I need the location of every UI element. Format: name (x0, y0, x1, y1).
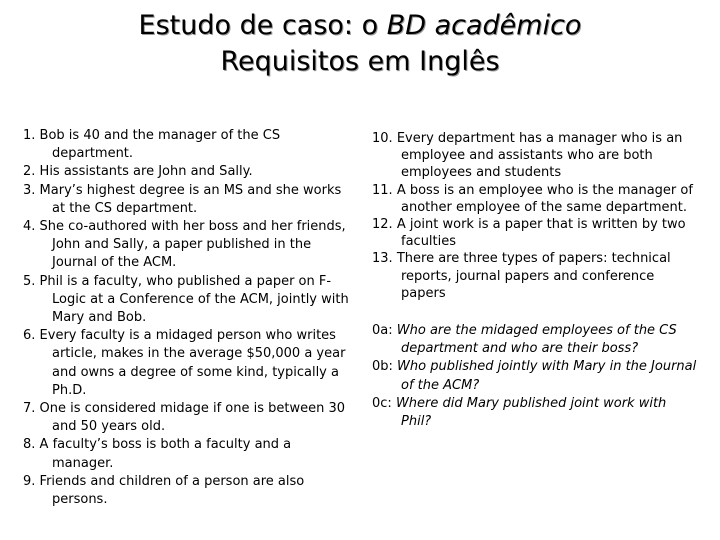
item-number: 7. (23, 401, 36, 417)
requirement-item (23, 436, 353, 472)
title-line-1-plain: Estudo de caso: o (138, 10, 387, 41)
requirement-item (372, 182, 700, 216)
requirement-item (23, 400, 353, 436)
question-text: Who published jointly with Mary in the Journal of the ACM? (397, 359, 697, 393)
slide-title (0, 8, 720, 80)
spacer (372, 302, 700, 322)
question-label: 0b: (372, 359, 393, 375)
requirement-item (23, 473, 353, 509)
item-text: Phil is a faculty, who published a paper on F-Logic at a Conference of the ACM, jointly with Mary and Bob. (39, 273, 349, 326)
requirements-left-column (23, 127, 353, 509)
question-text: Where did Mary published joint work with Phil? (395, 395, 667, 430)
item-number: 5. (23, 273, 36, 289)
question-text: Who are the midaged employees of the CS department and who are their boss? (396, 323, 677, 357)
requirement-item (372, 130, 700, 182)
requirement-item (372, 250, 700, 302)
item-number: 10. (372, 131, 393, 146)
requirements-right-column (372, 130, 700, 431)
item-text: His assistants are John and Sally. (39, 164, 253, 180)
item-number: 8. (23, 437, 36, 453)
item-text: One is considered midage if one is between 30 and 50 years old. (39, 401, 346, 435)
requirement-item (23, 327, 353, 400)
item-text: Every department has a manager who is an employee and assistants who are both employees and students (396, 131, 683, 181)
item-number: 3. (23, 182, 36, 198)
requirement-item (23, 218, 353, 273)
question-item (372, 322, 700, 358)
item-number: 2. (23, 164, 36, 180)
item-text: There are three types of papers: technical reports, journal papers and conference papers (396, 251, 671, 301)
question-label: 0a: (372, 323, 393, 339)
item-text: She co-authored with her boss and her friends, John and Sally, a paper published in the Journal of the ACM. (39, 219, 346, 271)
item-number: 13. (372, 251, 393, 267)
requirement-item (23, 182, 353, 218)
requirement-item (23, 163, 353, 181)
question-item (372, 358, 700, 394)
item-text: Every faculty is a midaged person who writes article, makes in the average $50,000 a year and owns a degree of some kind, typically a Ph.D. (39, 328, 346, 398)
item-text: Mary’s highest degree is an MS and she works at the CS department. (39, 182, 342, 216)
question-item (372, 395, 700, 431)
requirement-item (23, 127, 353, 163)
item-number: 1. (23, 128, 36, 143)
item-text: A boss is an employee who is the manager of another employee of the same department. (396, 182, 693, 215)
item-text: A faculty’s boss is both a faculty and a manager. (39, 437, 292, 471)
title-line-2: Requisitos em Inglês (220, 46, 500, 77)
title-line-1-italic: BD acadêmico (386, 10, 582, 41)
item-text: Friends and children of a person are also persons. (39, 473, 305, 508)
requirement-item (23, 273, 353, 328)
requirement-item (372, 216, 700, 250)
item-number: 12. (372, 217, 393, 233)
item-text: Bob is 40 and the manager of the CS department. (39, 128, 281, 162)
item-text: A joint work is a paper that is written by two faculties (396, 217, 686, 250)
item-number: 9. (23, 473, 36, 489)
question-label: 0c: (372, 395, 392, 411)
item-number: 4. (23, 219, 36, 235)
item-number: 6. (23, 328, 36, 344)
item-number: 11. (372, 182, 393, 198)
title-line-1 (0, 8, 720, 44)
